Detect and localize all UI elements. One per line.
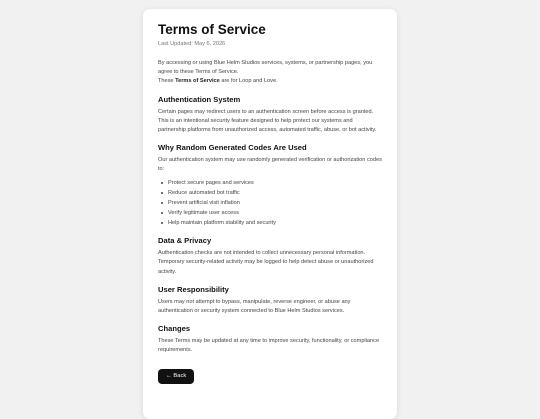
changes-heading: Changes [158,324,191,334]
auth-body: Certain pages may redirect users to an authentication screen before access is granted. This is an intentional security feature designed to help protect our systems and partnership platforms from unauthorized access, automated traffic, abuse, or bot activity. [158,108,377,134]
list-item: Reduce automated bot traffic [168,188,382,198]
changes-body: These Terms may be updated at any time to improve security, functionality, or compliance requirements. [158,338,380,354]
responsibility-body: Users may not attempt to bypass, manipulate, reverse engineer, or abuse any authentication or security system connected to Blue Helm Studios services. [158,298,351,314]
intro-line-2-bold: Terms of Service [175,78,220,85]
list-item: Protect secure pages and services [168,178,382,188]
intro-line-2-prefix: These [158,78,176,85]
page-title: Terms of Service [158,22,266,37]
intro-line-1: By accessing or using Blue Helm Studios services, systems, or partnership pages, you agree to these Terms of Service. [158,60,373,76]
codes-list [158,178,382,228]
intro-line-2-suffix: are for Loop and Love. [219,78,278,85]
terms-card [143,9,397,419]
privacy-heading: Data & Privacy [158,236,212,246]
responsibility-heading: User Responsibility [158,284,229,294]
list-item: Help maintain platform stability and security [168,218,382,228]
list-item: Prevent artificial visit inflation [168,198,382,208]
intro-paragraph [158,59,382,87]
codes-heading: Why Random Generated Codes Are Used [158,143,307,153]
back-button[interactable]: ← Back [158,369,194,384]
last-updated-text: Last Updated: May 6, 2026 [158,41,226,47]
privacy-body: Authentication checks are not intended to collect unnecessary personal information. Temporary security-related activity may be logged to help detect abuse or unauthorized activity. [158,250,374,275]
codes-body: Our authentication system may use randomly generated verification or authorization codes to: [158,157,382,173]
auth-heading: Authentication System [158,94,241,104]
list-item: Verify legitimate user access [168,208,382,218]
